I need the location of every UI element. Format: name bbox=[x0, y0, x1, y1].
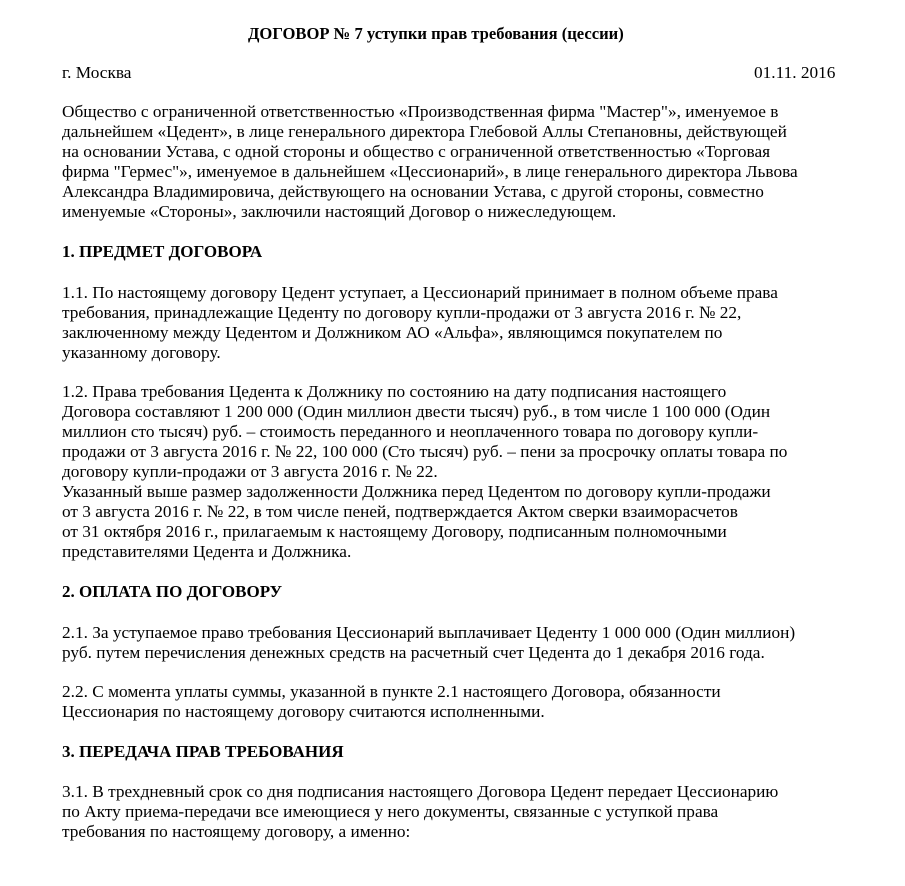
clause-3-1-line: требования по настоящему договору, а именно: bbox=[62, 822, 411, 841]
clause-2-2-line: 2.2. С момента уплаты суммы, указанной в пункте 2.1 настоящего Договора, обязанности bbox=[62, 682, 721, 701]
clause-2-2-line: Цессионария по настоящему договору считаются исполненными. bbox=[62, 702, 545, 721]
clause-1-2-line: от 3 августа 2016 г. № 22, в том числе пеней, подтверждается Актом сверки взаиморасчетов bbox=[62, 502, 738, 521]
clause-1-2-line: договору купли-продажи от 3 августа 2016 г. № 22. bbox=[62, 462, 438, 481]
clause-1-2-line: от 31 октября 2016 г., прилагаемым к настоящему Договору, подписанным полномочными bbox=[62, 522, 727, 541]
intro-line: дальнейшем «Цедент», в лице генерального директора Глебовой Аллы Степановны, действующей bbox=[62, 122, 787, 141]
clause-3-1-line: по Акту приема-передачи все имеющиеся у него документы, связанные с уступкой права bbox=[62, 802, 719, 821]
intro-line: именуемые «Стороны», заключили настоящий Договор о нижеследующем. bbox=[62, 202, 617, 221]
clause-1-2-line: продажи от 3 августа 2016 г. № 22, 100 000 (Сто тысяч) руб. – пени за просрочку оплаты товара по bbox=[62, 442, 788, 461]
section-2-heading: 2. ОПЛАТА ПО ДОГОВОРУ bbox=[62, 582, 283, 601]
intro-line: на основании Устава, с одной стороны и общество с ограниченной ответственностью «Торговая bbox=[62, 142, 771, 161]
date: 01.11. 2016 bbox=[754, 63, 836, 82]
intro-line: Александра Владимировича, действующего на основании Устава, с другой стороны, совместно bbox=[62, 182, 764, 201]
intro-line: Общество с ограниченной ответственностью «Производственная фирма "Мастер"», именуемое в bbox=[62, 102, 779, 121]
clause-1-2-line: представителями Цедента и Должника. bbox=[62, 542, 352, 561]
clause-1-1-line: 1.1. По настоящему договору Цедент уступает, а Цессионарий принимает в полном объеме права bbox=[62, 283, 778, 302]
section-1-heading: 1. ПРЕДМЕТ ДОГОВОРА bbox=[62, 242, 263, 261]
clause-1-2-line: 1.2. Права требования Цедента к Должнику по состоянию на дату подписания настоящего bbox=[62, 382, 727, 401]
clause-1-1-line: заключенному между Цедентом и Должником АО «Альфа», являющимся покупателем по bbox=[62, 323, 723, 342]
clause-1-2-line: Указанный выше размер задолженности Должника перед Цедентом по договору купли-продажи bbox=[62, 482, 771, 501]
section-3-heading: 3. ПЕРЕДАЧА ПРАВ ТРЕБОВАНИЯ bbox=[62, 742, 344, 761]
document-title: ДОГОВОР № 7 уступки прав требования (цессии) bbox=[248, 24, 624, 43]
clause-1-1-line: указанному договору. bbox=[62, 343, 221, 362]
clause-1-2-line: Договора составляют 1 200 000 (Один миллион двести тысяч) руб., в том числе 1 100 000 (Один bbox=[62, 402, 771, 421]
clause-2-1-line: руб. путем перечисления денежных средств на расчетный счет Цедента до 1 декабря 2016 года. bbox=[62, 643, 765, 662]
intro-line: фирма "Гермес"», именуемое в дальнейшем «Цессионарий», в лице генерального директора Львова bbox=[62, 162, 798, 181]
clause-2-1-line: 2.1. За уступаемое право требования Цессионарий выплачивает Цеденту 1 000 000 (Один миллион) bbox=[62, 623, 796, 642]
clause-1-1-line: требования, принадлежащие Цеденту по договору купли-продажи от 3 августа 2016 г. № 22, bbox=[62, 303, 742, 322]
clause-3-1-line: 3.1. В трехдневный срок со дня подписания настоящего Договора Цедент передает Цессионарию bbox=[62, 782, 779, 801]
clause-1-2-line: миллион сто тысяч) руб. – стоимость переданного и неоплаченного товара по договору купли- bbox=[62, 422, 759, 441]
city: г. Москва bbox=[62, 63, 132, 82]
